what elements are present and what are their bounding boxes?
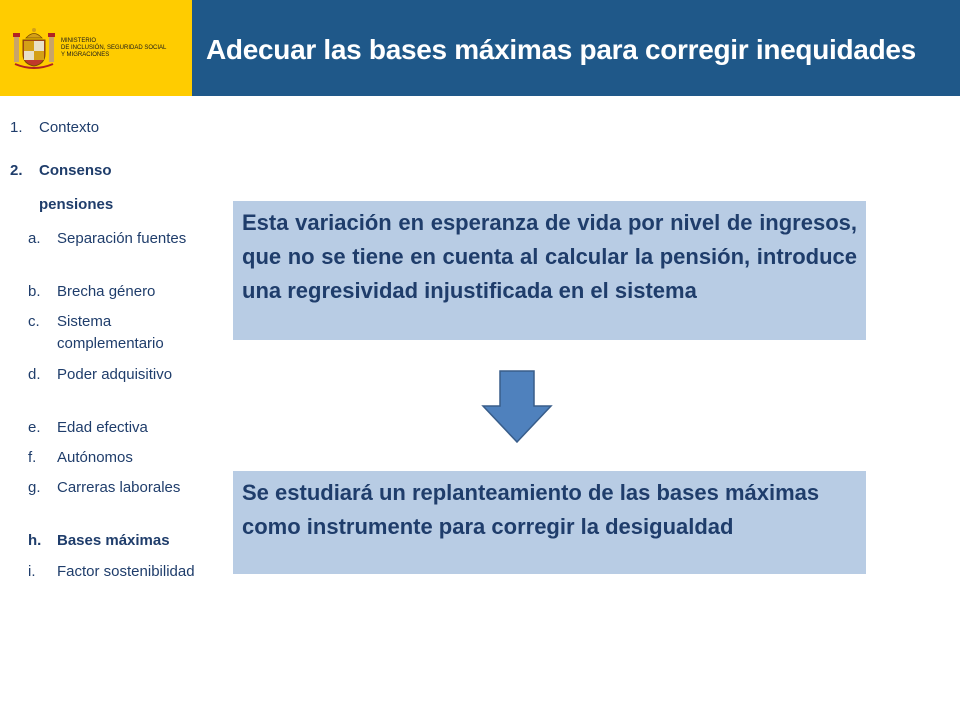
subitem-letter: b. [28, 283, 41, 300]
conclusion-box: Se estudiará un replanteamiento de las bases máximas como instrumente para corregir la desigualdad [233, 471, 866, 574]
subitem-label: Sistema complementario [57, 313, 164, 352]
subitem-label: Bases máximas [57, 532, 170, 549]
ministry-line-1: MINISTERIO [61, 38, 97, 44]
subitem-letter: e. [28, 419, 41, 436]
subitem-letter: f. [28, 449, 37, 466]
ministry-logo [0, 0, 192, 96]
page-title: Adecuar las bases máximas para corregir inequidades [206, 34, 916, 65]
subitem-letter: i. [28, 563, 36, 580]
coat-of-arms-icon [12, 26, 56, 70]
ministry-name [61, 38, 189, 59]
down-arrow-icon [481, 370, 553, 443]
nav-item-number: 1. [10, 119, 23, 136]
nav-item-number: 2. [10, 162, 23, 179]
subitem-letter: d. [28, 366, 41, 383]
subitem-label: Carreras laborales [57, 479, 181, 496]
nav-item-label: Consenso [39, 162, 112, 179]
subitem-label: Factor sostenibilidad [57, 563, 195, 580]
subitem-label: Edad efectiva [57, 419, 148, 436]
subitem-label: Poder adquisitivo [57, 366, 173, 383]
subitem-letter: h. [28, 532, 42, 549]
ministry-line-3: Y MIGRACIONES [61, 52, 110, 58]
subitem-letter: a. [28, 230, 41, 247]
title-bar [192, 0, 960, 96]
subitem-label: Separación fuentes [57, 230, 187, 247]
subitem-label: Brecha género [57, 283, 156, 300]
statement-box: Esta variación en esperanza de vida por nivel de ingresos, que no se tiene en cuenta al calcular la pensión, introduce una regresividad injustificada en el sistema [233, 201, 866, 340]
nav-item-label: Contexto [39, 119, 100, 136]
subitem-label: Autónomos [57, 449, 133, 466]
subitem-letter: c. [28, 313, 40, 330]
subitem-letter: g. [28, 479, 41, 496]
ministry-line-2: DE INCLUSIÓN, SEGURIDAD SOCIAL [61, 45, 167, 51]
nav-item-label: pensiones [39, 196, 114, 213]
